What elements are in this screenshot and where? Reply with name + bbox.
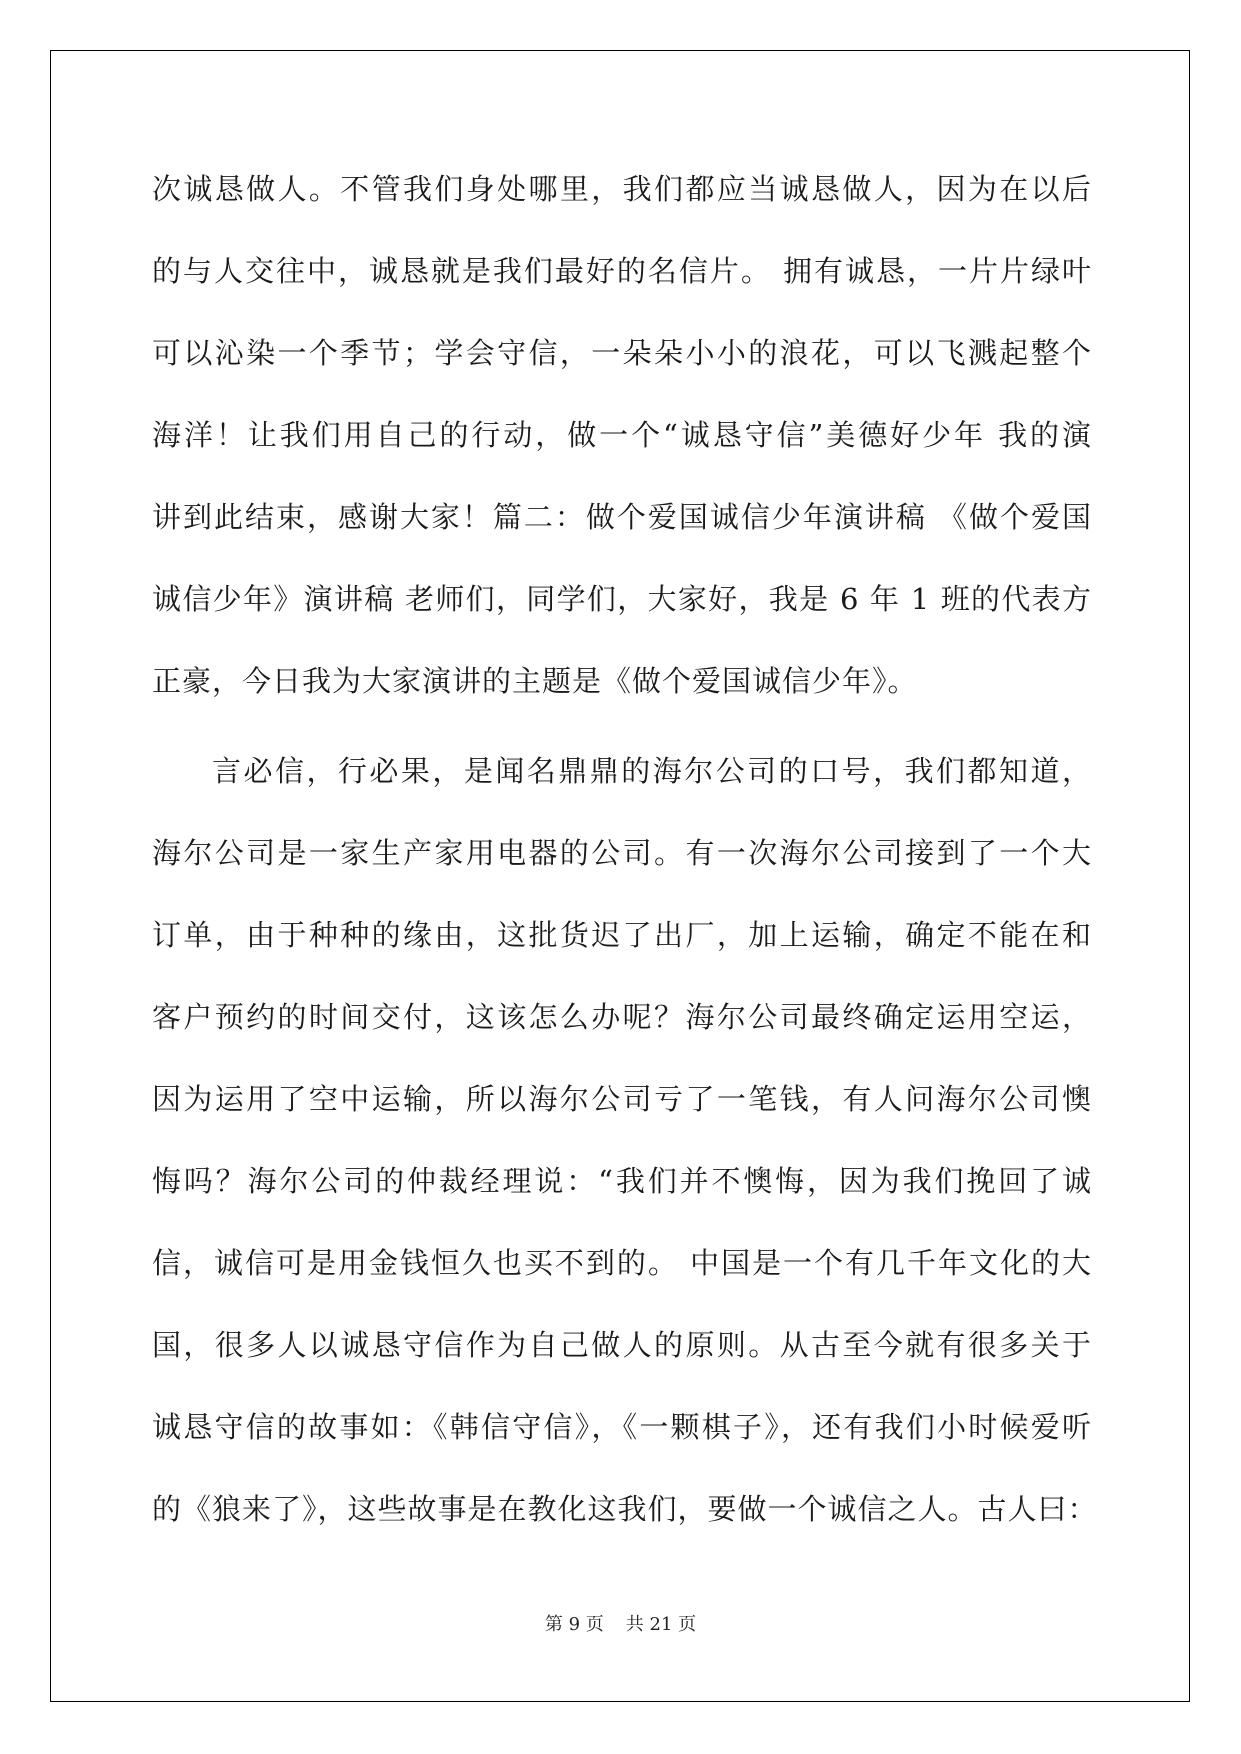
text-line: 可以沁染一个季节；学会守信，一朵朵小小的浪花，可以飞溅起整个	[152, 336, 1092, 370]
page-total: 共 21 页	[625, 1614, 697, 1635]
paragraph-1	[152, 160, 1092, 734]
text-line: 因为运用了空中运输，所以海尔公司亏了一笔钱，有人问海尔公司懊	[152, 1082, 1092, 1116]
text-line: 客户预约的时间交付，这该怎么办呢？海尔公司最终确定运用空运，	[152, 1000, 1092, 1034]
text-line: 正豪，今日我为大家演讲的主题是《做个爱国诚信少年》。	[152, 664, 918, 698]
page-number: 第 9 页	[544, 1614, 604, 1635]
text-line: 海洋！让我们用自己的行动，做一个“诚恳守信”美德好少年 我的演	[152, 418, 1092, 452]
text-line: 国，很多人以诚恳守信作为自己做人的原则。从古至今就有很多关于	[152, 1328, 1092, 1362]
text-line: 的与人交往中，诚恳就是我们最好的名信片。 拥有诚恳，一片片绿叶	[152, 254, 1092, 288]
text-line: 讲到此结束，感谢大家！篇二：做个爱国诚信少年演讲稿 《做个爱国	[152, 500, 1092, 534]
text-line: 信，诚信可是用金钱恒久也买不到的。 中国是一个有几千年文化的大	[152, 1246, 1092, 1280]
text-line: 海尔公司是一家生产家用电器的公司。有一次海尔公司接到了一个大	[152, 836, 1092, 870]
text-line: 言必信，行必果，是闻名鼎鼎的海尔公司的口号，我们都知道，	[212, 754, 1092, 788]
text-line: 诚信少年》演讲稿 老师们，同学们，大家好，我是 6 年 1 班的代表方	[152, 582, 1092, 616]
text-line: 次诚恳做人。不管我们身处哪里，我们都应当诚恳做人，因为在以后	[152, 172, 1092, 206]
paragraph-2	[152, 742, 1098, 1562]
document-body	[152, 160, 1098, 1562]
text-line: 的《狼来了》，这些故事是在教化这我们，要做一个诚信之人。古人曰：	[152, 1492, 1098, 1526]
text-line: 订单，由于种种的缘由，这批货迟了出厂，加上运输，确定不能在和	[152, 918, 1092, 952]
text-line: 悔吗？海尔公司的仲裁经理说：“我们并不懊悔，因为我们挽回了诚	[152, 1164, 1092, 1198]
text-line: 诚恳守信的故事如：《韩信守信》，《一颗棋子》，还有我们小时候爱听	[152, 1410, 1092, 1444]
page-footer	[0, 1610, 1241, 1636]
